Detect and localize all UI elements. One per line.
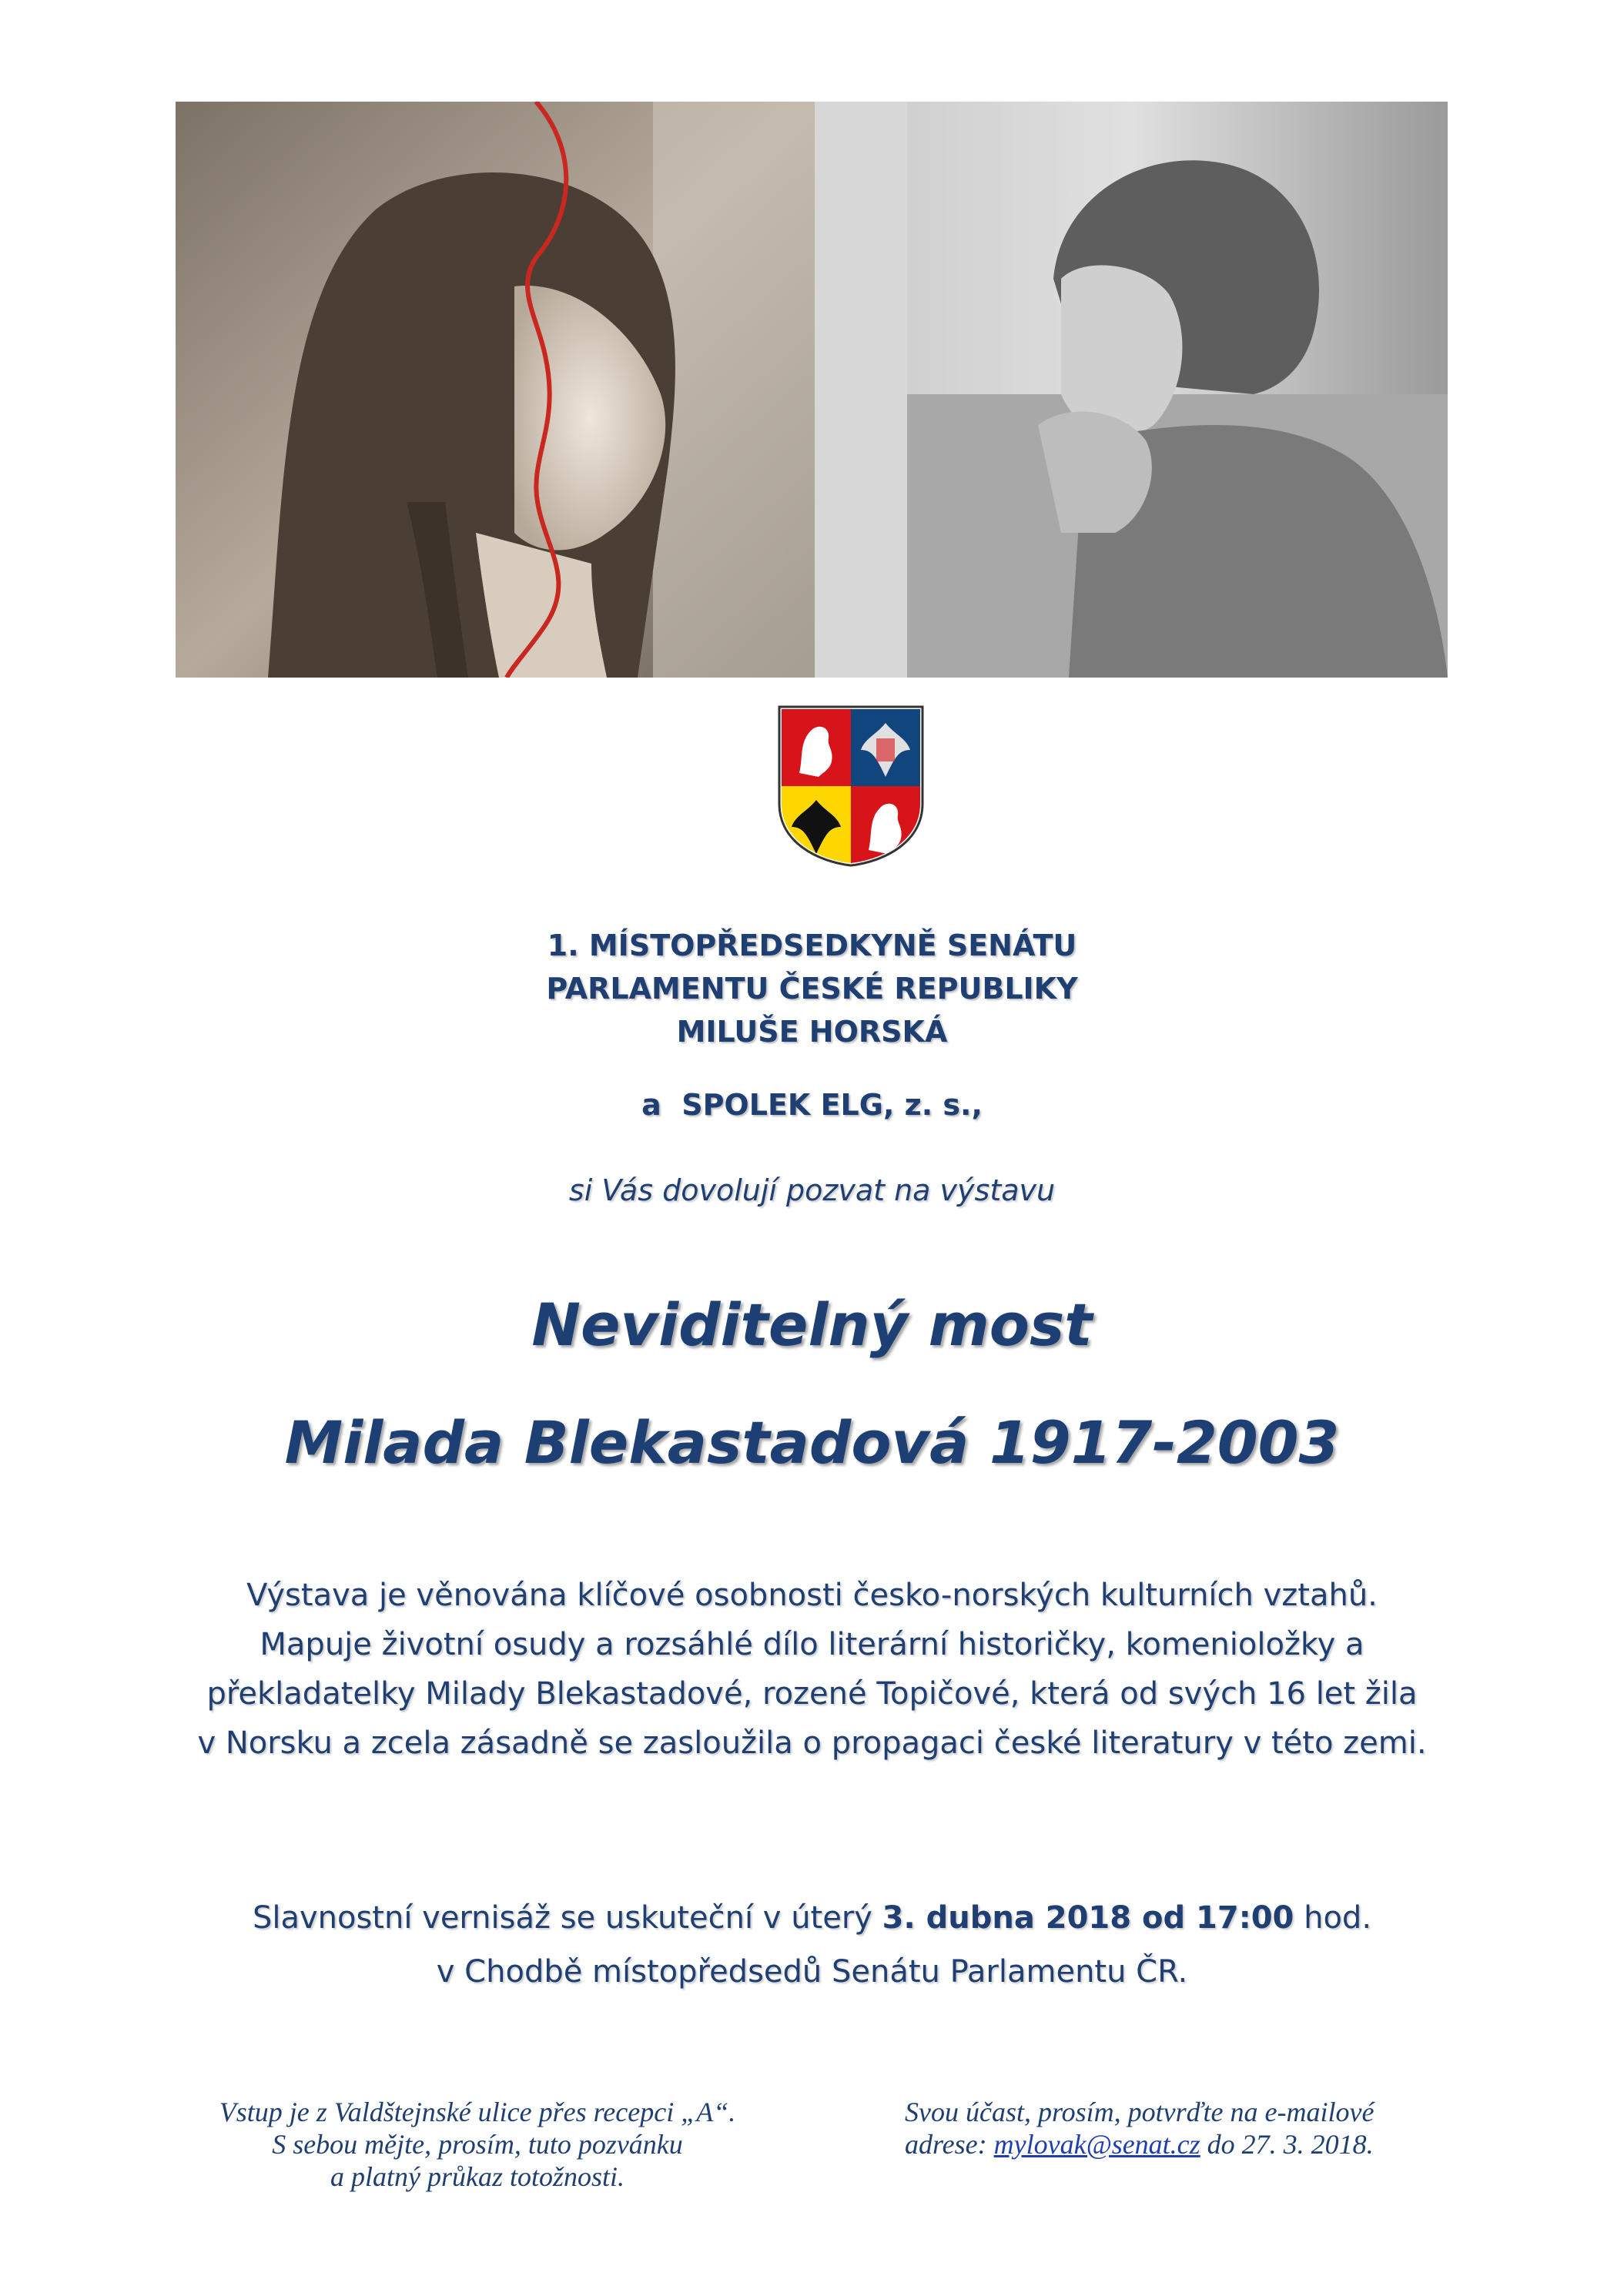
vernisage-prefix: Slavnostní vernisáž se uskuteční v úterý bbox=[252, 1900, 882, 1936]
invitation-heading bbox=[0, 924, 1624, 1053]
entry-line-1: Vstup je z Valdštejnské ulice přes recepci „A“. bbox=[219, 2097, 736, 2127]
photo-collage bbox=[176, 102, 1448, 678]
czech-coat-of-arms-icon bbox=[776, 704, 926, 869]
rsvp-line-2 bbox=[905, 2128, 1521, 2160]
exhibition-title: Neviditelný most bbox=[531, 1290, 1093, 1359]
woman-photo bbox=[815, 102, 1448, 678]
description-line-4: v Norsku a zcela zásadně se zasloužila o propagaci české literatury v této zemi. bbox=[197, 1725, 1427, 1761]
description-line-1: Výstava je věnována klíčové osobnosti česko-norských kulturních vztahů. bbox=[246, 1578, 1378, 1613]
description-line-3: překladatelky Milady Blekastadové, rozené Topičové, která od svých 16 let žila bbox=[206, 1676, 1418, 1712]
rsvp-prefix: adrese: bbox=[905, 2129, 994, 2160]
entry-line-3: a platný průkaz totožnosti. bbox=[330, 2161, 624, 2192]
heading-line-3: MILUŠE HORSKÁ bbox=[676, 1015, 948, 1049]
exhibition-description bbox=[0, 1571, 1624, 1768]
header-photos bbox=[176, 102, 1448, 678]
rsvp-email-link[interactable]: mylovak@senat.cz bbox=[993, 2129, 1200, 2160]
heading-line-1: 1. MÍSTOPŘEDSEDKYNĚ SENÁTU bbox=[547, 929, 1077, 962]
vernisage-date-line bbox=[0, 1891, 1624, 1945]
vernisage-place: v Chodbě místopředsedů Senátu Parlamentu ČR. bbox=[436, 1954, 1188, 1990]
vernisage-info bbox=[0, 1891, 1624, 1999]
invite-line: si Vás dovolují pozvat na výstavu bbox=[568, 1173, 1056, 1207]
entry-instructions bbox=[139, 2096, 816, 2193]
girl-photo bbox=[176, 102, 815, 678]
description-line-2: Mapuje životní osudy a rozsáhlé dílo literární historičky, komenioložky a bbox=[260, 1627, 1364, 1662]
heading-line-2: PARLAMENTU ČESKÉ REPUBLIKY bbox=[546, 972, 1078, 1006]
spolek-line: a SPOLEK ELG, z. s., bbox=[641, 1088, 983, 1122]
rsvp-instructions bbox=[905, 2096, 1521, 2160]
vernisage-date: 3. dubna 2018 od 17:00 bbox=[882, 1900, 1294, 1936]
entry-line-2: S sebou mějte, prosím, tuto pozvánku bbox=[272, 2129, 683, 2160]
rsvp-suffix: do 27. 3. 2018. bbox=[1200, 2129, 1374, 2160]
exhibition-subtitle: Milada Blekastadová 1917-2003 bbox=[284, 1408, 1340, 1477]
rsvp-line-1: Svou účast, prosím, potvrďte na e-mailové bbox=[905, 2097, 1375, 2127]
vernisage-suffix: hod. bbox=[1294, 1900, 1372, 1936]
